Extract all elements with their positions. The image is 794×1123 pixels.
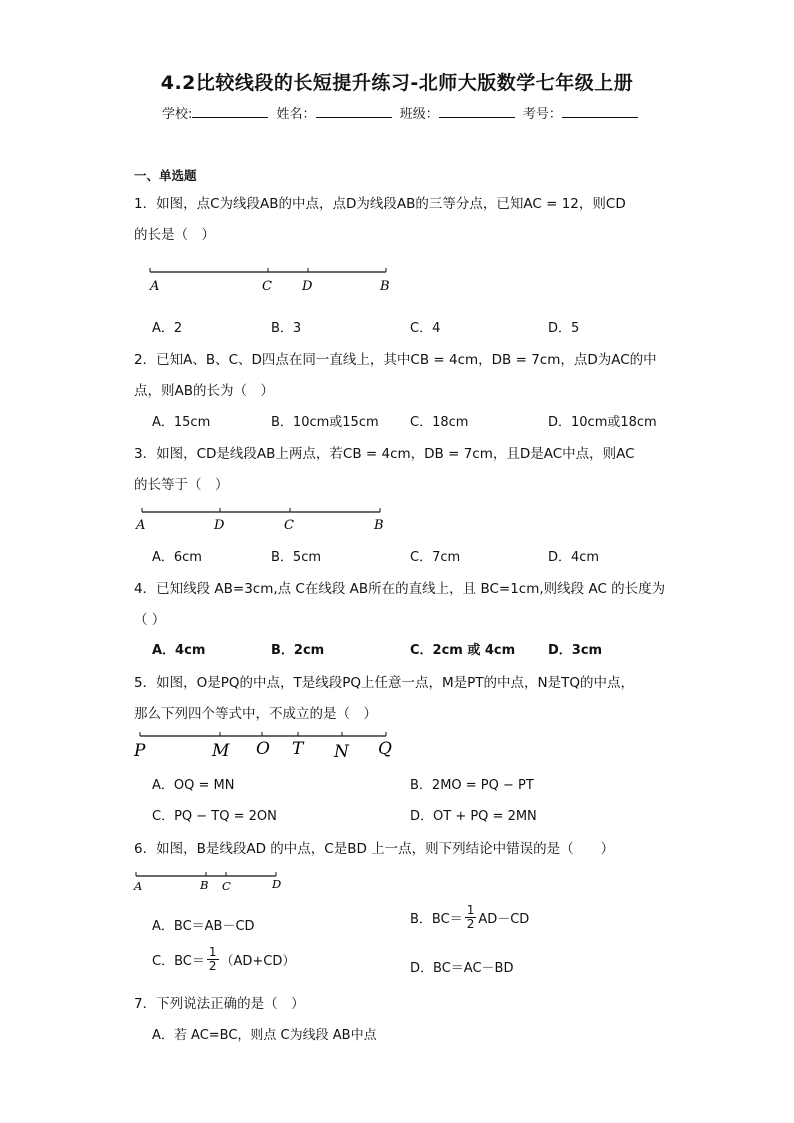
q1-label-c: C	[262, 279, 272, 294]
q1-label-b: B	[380, 279, 390, 294]
number-label: 考号：	[522, 107, 562, 122]
q6-option-c-suffix: （AD+CD）	[220, 954, 296, 969]
q6-stem-line1: 6．如图，B是线段AD 的中点，C是BD 上一点，则下列结论中错误的是（ ）	[134, 841, 615, 857]
q7-stem-line1: 7．下列说法正确的是（ ）	[134, 996, 305, 1012]
q3-stem-line2: 的长等于（ ）	[134, 477, 229, 493]
q2-stem-line2: 点，则AB的长为（ ）	[134, 383, 274, 399]
q2-option-b[interactable]: B．10cm或15cm	[271, 415, 379, 430]
q2-option-d[interactable]: D．10cm或18cm	[548, 415, 657, 430]
q5-label-t: T	[292, 739, 304, 759]
name-label: 姓名：	[276, 107, 316, 122]
q5-stem-line1: 5．如图，O是PQ的中点，T是线段PQ上任意一点，M是PT的中点，N是TQ的中点，	[134, 675, 635, 691]
fraction-denominator: 2	[466, 917, 475, 931]
q2-stem-line1: 2．已知A、B、C、D四点在同一直线上，其中CB = 4cm，DB = 7cm，点D为AC的中	[134, 352, 657, 368]
q4-option-c[interactable]: C．2cm 或 4cm	[410, 643, 516, 658]
q1-label-a: A	[150, 279, 160, 294]
q3-option-a[interactable]: A．6cm	[152, 550, 202, 565]
q3-label-a: A	[136, 518, 146, 533]
q5-option-c[interactable]: C．PQ − TQ = 2ON	[152, 809, 277, 824]
school-label: 学校:	[162, 107, 193, 122]
q6-option-b-prefix: B．BC＝	[410, 912, 463, 927]
class-label: 班级：	[399, 107, 439, 122]
q3-option-d[interactable]: D．4cm	[548, 550, 600, 565]
q3-figure	[132, 502, 392, 536]
q1-figure	[140, 260, 400, 296]
q5-label-o: O	[256, 739, 270, 759]
section-heading: 一、单选题	[134, 168, 197, 183]
q5-option-d[interactable]: D．OT + PQ = 2MN	[410, 809, 537, 824]
q5-option-a[interactable]: A．OQ = MN	[152, 778, 235, 793]
q5-option-b[interactable]: B．2MO = PQ − PT	[410, 778, 534, 793]
q4-option-d[interactable]: D．3cm	[548, 643, 603, 658]
q4-option-a[interactable]: A．4cm	[152, 643, 206, 658]
student-info-line	[162, 103, 642, 122]
q3-option-c[interactable]: C．7cm	[410, 550, 461, 565]
class-blank	[439, 104, 515, 118]
q6-figure	[130, 868, 290, 898]
q3-label-d: D	[214, 518, 225, 533]
q1-option-c[interactable]: C．4	[410, 321, 441, 336]
q3-label-c: C	[284, 518, 294, 533]
q1-option-b[interactable]: B．3	[271, 321, 302, 336]
q5-label-p: P	[134, 741, 146, 761]
q1-label-d: D	[302, 279, 313, 294]
q6-label-c: C	[222, 879, 231, 893]
fraction-denominator: 2	[208, 959, 217, 973]
q1-option-a[interactable]: A．2	[152, 321, 183, 336]
page-title: 4.2比较线段的长短提升练习-北师大版数学七年级上册	[160, 72, 634, 94]
q5-figure	[132, 728, 397, 766]
q7-option-a[interactable]: A．若 AC=BC，则点 C为线段 AB中点	[152, 1028, 377, 1043]
q5-label-m: M	[212, 741, 230, 761]
q6-label-b: B	[200, 878, 209, 892]
q3-label-b: B	[374, 518, 384, 533]
q5-stem-line2: 那么下列四个等式中，不成立的是（ ）	[134, 706, 377, 722]
q3-option-b[interactable]: B．5cm	[271, 550, 322, 565]
name-blank	[316, 104, 392, 118]
q5-label-n: N	[334, 742, 349, 762]
q1-stem-line1: 1．如图，点C为线段AB的中点，点D为线段AB的三等分点，已知AC = 12，则CD	[134, 196, 626, 212]
q3-stem-line1: 3．如图，CD是线段AB上两点，若CB = 4cm，DB = 7cm，且D是AC中点，则AC	[134, 446, 635, 462]
q6-option-c-fraction	[207, 946, 219, 973]
q1-option-d[interactable]: D．5	[548, 321, 580, 336]
q6-option-b-suffix: AD－CD	[478, 912, 530, 927]
q2-option-c[interactable]: C．18cm	[410, 415, 469, 430]
fraction-numerator: 1	[466, 903, 475, 917]
q6-option-b[interactable]	[410, 904, 529, 931]
school-blank	[192, 104, 268, 118]
q5-label-q: Q	[378, 739, 392, 759]
q6-label-d: D	[272, 877, 282, 891]
q4-stem-line1: 4．已知线段 AB=3cm,点 C在线段 AB所在的直线上，且 BC=1cm,则线段 AC 的长度为	[134, 581, 666, 597]
q1-stem-line2: 的长是（ ）	[134, 227, 215, 243]
fraction-numerator: 1	[208, 945, 217, 959]
q6-option-c-prefix: C．BC＝	[152, 954, 205, 969]
q6-option-d[interactable]: D．BC＝AC－BD	[410, 961, 514, 976]
q4-option-b[interactable]: B．2cm	[271, 643, 325, 658]
q4-stem-line2: （ ）	[134, 612, 166, 628]
number-blank	[562, 104, 638, 118]
q2-option-a[interactable]: A．15cm	[152, 415, 211, 430]
q6-option-c[interactable]	[152, 946, 295, 973]
q6-option-a[interactable]: A．BC＝AB－CD	[152, 919, 255, 934]
q6-label-a: A	[134, 879, 143, 893]
q6-option-b-fraction	[465, 904, 477, 931]
